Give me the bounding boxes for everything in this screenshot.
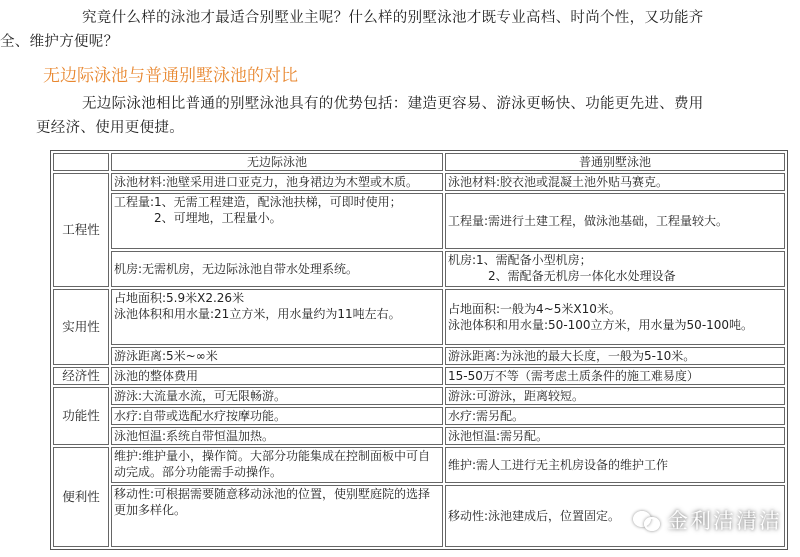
cell-line: 工程量:1、无需工程建造，配泳池扶梯，可即时使用；	[114, 195, 402, 209]
table-cell	[445, 289, 785, 345]
table-cell: 泳池恒温:需另配。	[445, 427, 785, 445]
table-cell: 移动性:可根据需要随意移动泳池的位置，使别墅庭院的选择更加多样化。	[111, 485, 443, 547]
category-economy: 经济性	[53, 367, 109, 385]
cell-line: 泳池体积和用水量:21立方米，用水量约为11吨左右。	[114, 307, 401, 321]
table-cell: 游泳:可游泳，距离较短。	[445, 387, 785, 405]
table-row	[53, 407, 785, 425]
column-header-infinity-pool: 无边际泳池	[111, 153, 443, 171]
table-cell: 泳池材料:池壁采用进口亚克力，池身裙边为木塑或木质。	[111, 173, 443, 191]
section-paragraph	[0, 92, 790, 140]
cell-line: 2、可埋地，工程量小。	[154, 211, 282, 225]
cell-line: 机房:1、需配备小型机房；	[448, 253, 592, 267]
section-heading: 无边际泳池与普通别墅泳池的对比	[43, 66, 298, 86]
table-row	[53, 367, 785, 385]
table-cell	[445, 251, 785, 287]
section-line-1: 无边际泳池相比普通的别墅泳池具有的优势包括：建造更容易、游泳更畅快、功能更先进、费用	[82, 96, 704, 112]
cell-line: 占地面积:5.9米X2.26米	[114, 291, 245, 305]
table-cell: 泳池的整体费用	[111, 367, 443, 385]
table-row	[53, 173, 785, 191]
table-header-row	[53, 153, 785, 171]
comparison-table	[50, 150, 788, 550]
intro-paragraph	[0, 6, 790, 54]
table-cell: 游泳距离:为泳池的最大长度，一般为5-10米。	[445, 347, 785, 365]
table-row	[53, 447, 785, 483]
table-cell: 机房:无需机房，无边际泳池自带水处理系统。	[111, 251, 443, 287]
table-cell	[111, 193, 443, 249]
intro-line-2: 全、维护方便呢？	[0, 34, 119, 50]
category-function: 功能性	[53, 387, 109, 445]
watermark	[633, 505, 782, 535]
table-cell: 泳池材料:胶衣池或混凝土池外贴马赛克。	[445, 173, 785, 191]
table-row	[53, 289, 785, 345]
wechat-icon	[633, 509, 659, 531]
table-cell: 游泳距离:5米~∞米	[111, 347, 443, 365]
intro-line-1: 究竟什么样的泳池才最适合别墅业主呢？什么样的别墅泳池才既专业高档、时尚个性，又功能齐	[82, 10, 704, 26]
cell-line: 2、需配备无机房一体化水处理设备	[488, 269, 676, 283]
table-row	[53, 387, 785, 405]
table-cell: 水疗:自带或选配水疗按摩功能。	[111, 407, 443, 425]
table-row	[53, 427, 785, 445]
table-row	[53, 251, 785, 287]
table-cell: 工程量:需进行土建工程，做泳池基础，工程量较大。	[445, 193, 785, 249]
table-row	[53, 347, 785, 365]
table-cell: 15-50万不等（需考虑土质条件的施工难易度）	[445, 367, 785, 385]
table-cell: 游泳:大流量水流，可无限畅游。	[111, 387, 443, 405]
table-cell: 维护:维护量小，操作简。大部分功能集成在控制面板中可自动完成。部分功能需手动操作。	[111, 447, 443, 483]
column-header-ordinary-pool: 普通别墅泳池	[445, 153, 785, 171]
category-convenience: 便利性	[53, 447, 109, 547]
table-corner-cell	[53, 153, 109, 171]
category-practical: 实用性	[53, 289, 109, 365]
table-cell	[111, 289, 443, 345]
table-row	[53, 193, 785, 249]
cell-line: 占地面积:一般为4~5米X10米。	[448, 302, 621, 316]
table-cell: 移动性:泳池建成后，位置固定。	[445, 485, 785, 547]
table-cell: 泳池恒温:系统自带恒温加热。	[111, 427, 443, 445]
section-line-2: 更经济、使用更便捷。	[36, 120, 184, 136]
cell-line: 泳池体积和用水量:50-100立方米，用水量为50-100吨。	[448, 318, 754, 332]
table-cell: 水疗:需另配。	[445, 407, 785, 425]
table-cell: 维护:需人工进行无主机房设备的维护工作	[445, 447, 785, 483]
watermark-text: 金利洁清洁	[667, 509, 782, 533]
category-engineering: 工程性	[53, 173, 109, 287]
